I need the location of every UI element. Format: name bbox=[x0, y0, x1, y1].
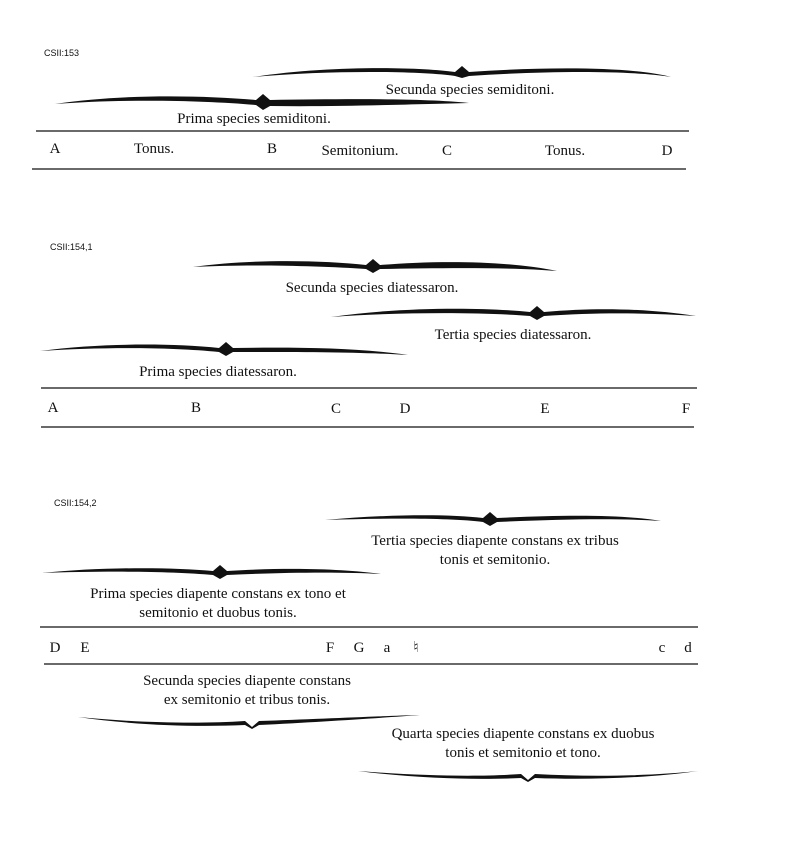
brace-label: Secunda species semiditoni. bbox=[385, 82, 555, 98]
note-letter: a bbox=[383, 640, 391, 656]
brace-label: Secunda species diapente constans bbox=[143, 673, 351, 689]
note-letter: D bbox=[661, 143, 673, 159]
note-letter: d bbox=[684, 640, 692, 656]
note-letter: C bbox=[330, 401, 342, 417]
note-letter: A bbox=[49, 141, 61, 157]
brace-label: tonis et semitonio et tono. bbox=[445, 745, 601, 761]
figure-reference: CSII:154,1 bbox=[50, 242, 93, 252]
note-letter: c bbox=[658, 640, 666, 656]
brace-label: Tertia species diapente constans ex tribus bbox=[371, 533, 619, 549]
figure-semiditone bbox=[32, 48, 689, 169]
brace-label: Quarta species diapente constans ex duobus bbox=[391, 726, 655, 742]
brace-prima-diapente bbox=[42, 565, 381, 579]
note-letter: E bbox=[540, 401, 550, 417]
note-letter: G bbox=[353, 640, 365, 656]
note-letter: E bbox=[80, 640, 90, 656]
brace-label: tonis et semitonio. bbox=[439, 552, 551, 568]
note-letter: C bbox=[441, 143, 453, 159]
brace-prima-diatessaron bbox=[40, 342, 408, 356]
brace-tertia-diapente bbox=[325, 512, 661, 526]
interval-label: Tonus. bbox=[544, 143, 586, 159]
note-letter: F bbox=[681, 401, 691, 417]
brace-label: Prima species diatessaron. bbox=[139, 364, 297, 380]
brace-tertia-diatessaron bbox=[331, 306, 696, 320]
figure-reference: CSII:154,2 bbox=[54, 498, 97, 508]
natural-sign: ♮ bbox=[413, 640, 419, 656]
brace-label: semitonio et duobus tonis. bbox=[139, 605, 297, 621]
figure-diatessaron bbox=[40, 242, 697, 427]
note-letter: B bbox=[190, 400, 202, 416]
interval-label: Semitonium. bbox=[321, 143, 399, 159]
brace-secunda-diapente bbox=[78, 715, 420, 729]
brace-secunda-semiditoni bbox=[253, 66, 671, 78]
brace-label: Secunda species diatessaron. bbox=[285, 280, 459, 296]
brace-label: ex semitonio et tribus tonis. bbox=[163, 692, 331, 708]
brace-label: Prima species diapente constans ex tono et bbox=[90, 586, 346, 602]
figure-diapente bbox=[40, 498, 698, 782]
figure-reference: CSII:153 bbox=[44, 48, 80, 58]
brace-label: Prima species semiditoni. bbox=[177, 111, 331, 127]
note-letter: A bbox=[47, 400, 59, 416]
note-letter: B bbox=[266, 141, 278, 157]
note-letter: D bbox=[399, 401, 411, 417]
brace-label: Tertia species diatessaron. bbox=[434, 327, 592, 343]
note-letter: D bbox=[49, 640, 61, 656]
brace-secunda-diatessaron bbox=[193, 259, 557, 273]
note-letter: F bbox=[325, 640, 335, 656]
brace-quarta-diapente bbox=[358, 771, 698, 782]
interval-label: Tonus. bbox=[133, 141, 175, 157]
